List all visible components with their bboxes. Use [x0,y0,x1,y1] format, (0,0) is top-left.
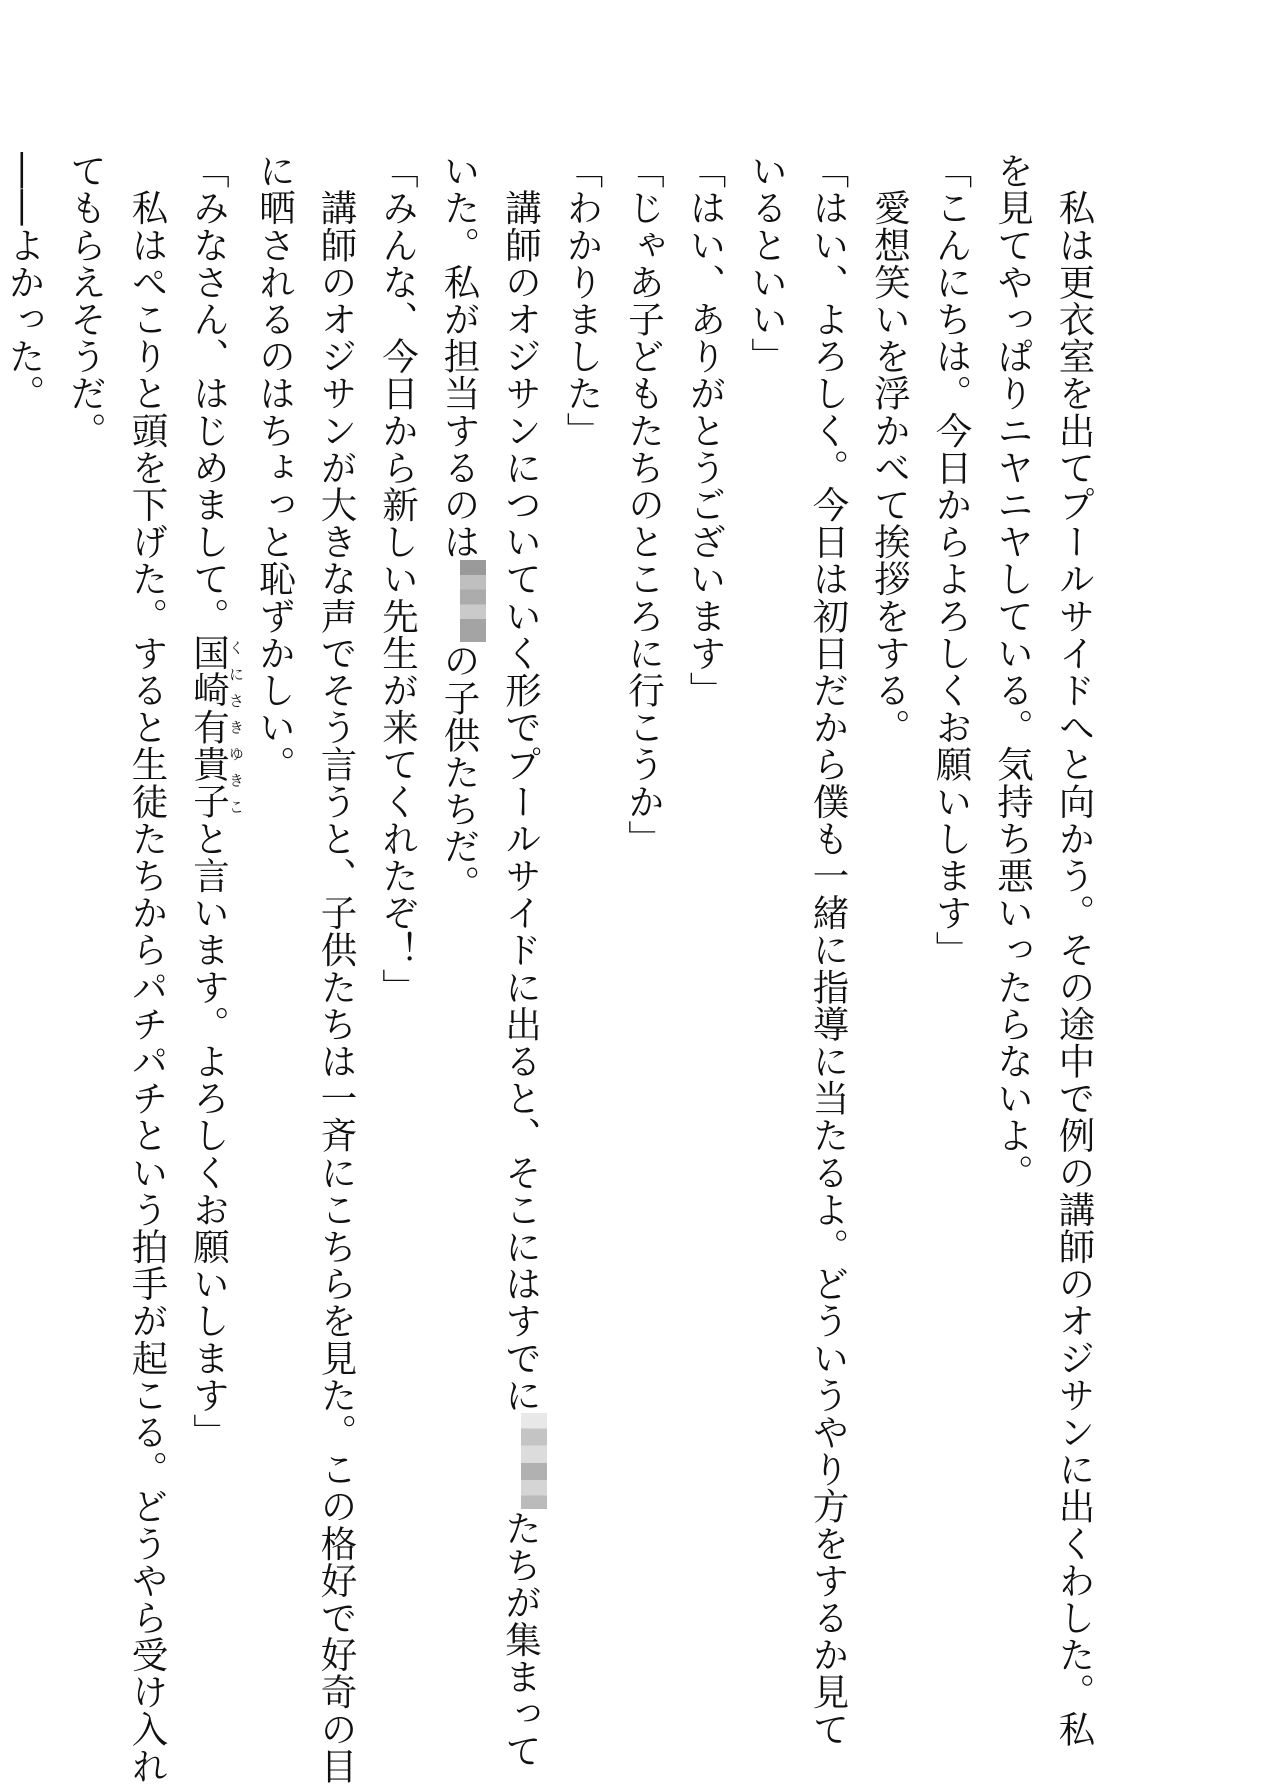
text-line-with-ruby [178,152,244,1512]
text-segment: の子供たちだ。 [438,642,481,902]
text-line: てもらえそうだ。 [64,152,108,449]
text-line: 「わかりました」 [561,152,604,449]
text-line-with-mosaic [429,152,491,1512]
character-name: 国崎有貴子くにさきゆきこ [187,634,245,820]
text-segment: 講師のオジサンについていく形でプールサイドに出ると、そこにはすでに [499,152,543,1414]
text-line: 「はい、ありがとうございます」 [684,152,727,709]
text-line: ――よかった。 [3,152,46,412]
vertical-text-body [3,152,1105,1784]
text-line: 愛想笑いを浮かべて挨拶をする。 [868,152,912,746]
text-line: を見てやっぱりニヤニヤしている。気持ち悪いったらないよ。 [991,152,1035,1191]
text-line-with-mosaic [490,152,552,1770]
text-line: 「じゃあ子どもたちのところに行こうか」 [622,152,666,857]
text-line: 講師のオジサンが大きな声でそう言うと、子供たちは一斉にこちらを見た。この格好で好奇の目 [315,152,358,1784]
text-line: 「はい、よろしく。今日は初日だから僕も一緒に指導に当たるよ。どういうやり方をするか見て [807,152,850,1748]
text-line: いるといい」 [745,152,789,375]
text-segment: いた。私が担当するのは [438,152,481,561]
text-segment: と言います。よろしくお願いします」 [187,819,231,1451]
text-line: に晒されるのはちょっと恥ずかしい。 [253,152,297,783]
mosaic-censor [460,560,486,642]
text-line: 「みんな、今日から新しい先生が来てくれたぞ！」 [376,152,420,1006]
text-segment: たちが集まって [499,1509,543,1770]
text-line: 私は更衣室を出てプールサイドへと向かう。その途中で例の講師のオジサンに出くわした。私 [1053,152,1096,1748]
mosaic-censor [521,1413,547,1509]
furigana: くにさきゆきこ [227,634,245,820]
text-segment: 「みなさん、はじめまして。 [187,152,231,635]
text-line: 私はぺこりと頭を下げた。すると生徒たちからパチパチという拍手が起こる。どうやら受け入れ [126,152,169,1784]
text-line: 「こんにちは。今日からよろしくお願いします」 [930,152,973,969]
